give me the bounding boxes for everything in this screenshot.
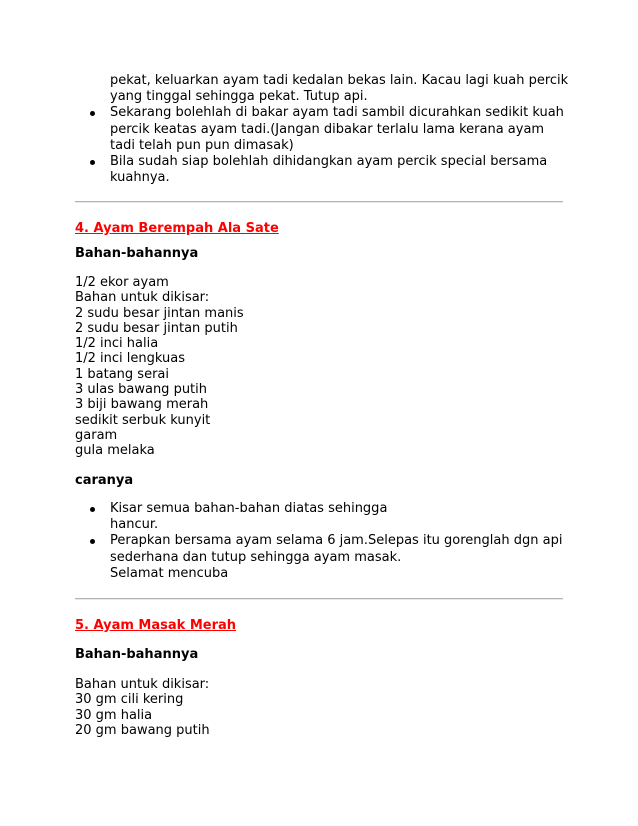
- ingredient-line: 1 batang serai: [75, 366, 170, 382]
- step-line: percik keatas ayam tadi.(Jangan dibakar terlalu lama kerana ayam: [110, 121, 545, 137]
- ingredient-line: 3 ulas bawang putih: [75, 382, 208, 398]
- top-continuation: [90, 73, 570, 186]
- ingredient-line: 1/2 inci halia: [75, 336, 159, 352]
- bullet-icon: [90, 160, 95, 165]
- continuation-line: yang tinggal sehingga pekat. Tutup api.: [110, 89, 368, 105]
- step-line: tadi telah pun pun dimasak): [110, 137, 294, 153]
- recipe-5-title: 5. Ayam Masak Merah: [75, 618, 237, 633]
- step-line: Bila sudah siap bolehlah dihidangkan ayam percik special bersama: [110, 154, 548, 170]
- ingredient-line: Bahan untuk dikisar:: [75, 290, 210, 306]
- list-item: [90, 533, 570, 582]
- bullet-icon: [90, 539, 95, 544]
- step-line: kuahnya.: [110, 170, 170, 186]
- ingredient-line: garam: [75, 427, 118, 443]
- step-line: sederhana dan tutup sehingga ayam masak.: [110, 549, 402, 565]
- step-line: Kisar semua bahan-bahan diatas sehingga: [110, 501, 388, 516]
- ingredient-line: 2 sudu besar jintan manis: [75, 305, 244, 321]
- ingredient-line: 20 gm bawang putih: [75, 722, 210, 738]
- recipe-5-ingredients-heading: Bahan-bahannya: [75, 647, 199, 662]
- list-item: [90, 154, 570, 186]
- bullet-icon: [90, 111, 95, 116]
- divider: [75, 201, 563, 203]
- ingredient-line: 1/2 inci lengkuas: [75, 351, 186, 367]
- recipe-4-method-heading: caranya: [75, 473, 134, 488]
- ingredient-line: 30 gm halia: [75, 707, 153, 723]
- ingredient-line: Bahan untuk dikisar:: [75, 677, 210, 692]
- list-item: [90, 501, 570, 533]
- recipe-4-title: 4. Ayam Berempah Ala Sate: [75, 221, 279, 236]
- recipe-4-ingredients: [75, 275, 244, 459]
- continuation-line: pekat, keluarkan ayam tadi kedalan bekas lain. Kacau lagi kuah percik: [110, 73, 569, 88]
- ingredient-line: 3 biji bawang merah: [75, 397, 209, 413]
- bullet-icon: [90, 507, 95, 512]
- step-line: hancur.: [110, 517, 159, 533]
- recipe-5-ingredients: [75, 677, 210, 738]
- step-line: Selamat mencuba: [110, 565, 229, 581]
- step-line: Perapkan bersama ayam selama 6 jam.Selepas itu gorenglah dgn api: [110, 533, 563, 549]
- step-line: Sekarang bolehlah di bakar ayam tadi sambil dicurahkan sedikit kuah: [110, 105, 564, 121]
- recipe-4-steps: [90, 501, 570, 582]
- continuation-text: [90, 73, 570, 105]
- recipe-4-ingredients-heading: Bahan-bahannya: [75, 246, 199, 261]
- ingredient-line: 2 sudu besar jintan putih: [75, 320, 238, 336]
- list-item: [90, 105, 570, 154]
- ingredient-line: gula melaka: [75, 443, 155, 459]
- ingredient-line: 30 gm cili kering: [75, 692, 184, 708]
- ingredient-line: 1/2 ekor ayam: [75, 275, 169, 290]
- ingredient-line: sedikit serbuk kunyit: [75, 412, 211, 428]
- divider: [75, 598, 563, 600]
